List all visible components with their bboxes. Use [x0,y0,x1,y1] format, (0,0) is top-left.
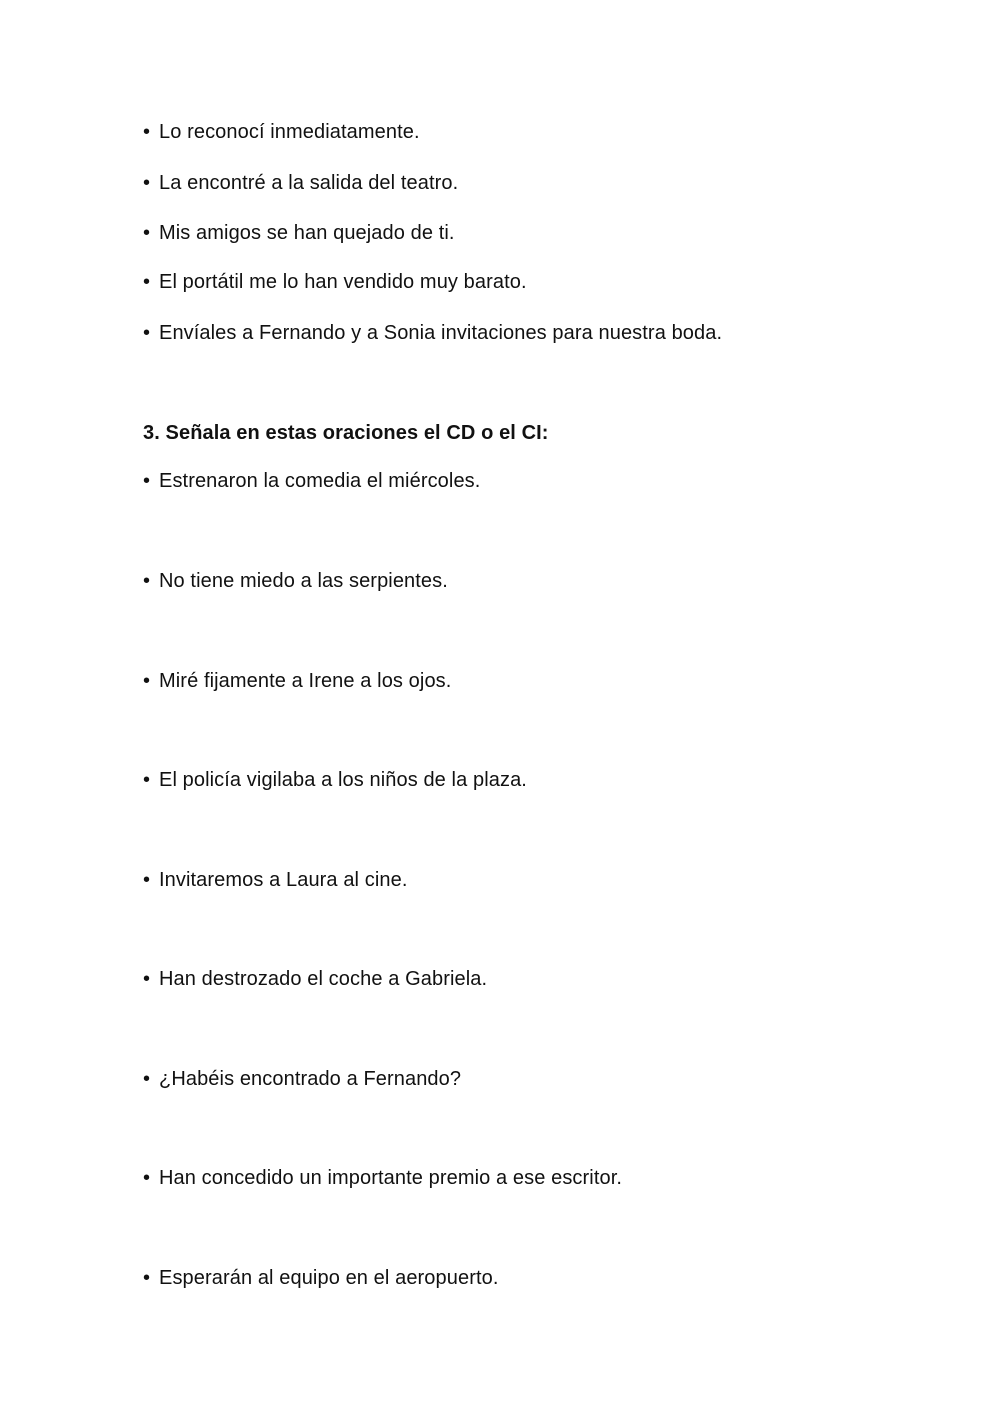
exercise-3-heading: 3. Señala en estas oraciones el CD o el CI: [143,422,549,444]
list-item-text: El policía vigilaba a los niños de la plaza. [159,769,527,791]
list-item-text: Invitaremos a Laura al cine. [159,869,408,891]
bullet: • [143,769,151,791]
list-item-text: Lo reconocí inmediatamente. [159,121,420,143]
bullet: • [143,869,151,891]
bullet: • [143,222,151,244]
bullet: • [143,271,151,293]
list-item [143,221,455,245]
bullet: • [143,968,151,990]
list-item [143,569,448,593]
bullet: • [143,172,151,194]
list-item-text: La encontré a la salida del teatro. [159,172,459,194]
list-item-text: Miré fijamente a Irene a los ojos. [159,670,452,692]
list-item [143,321,722,345]
bullet: • [143,121,151,143]
bullet: • [143,322,151,344]
bullet: • [143,1167,151,1189]
bullet: • [143,570,151,592]
list-item-text: ¿Habéis encontrado a Fernando? [159,1068,462,1090]
list-item-text: Esperarán al equipo en el aeropuerto. [159,1267,499,1289]
list-item [143,1166,622,1190]
list-item [143,120,420,144]
list-item [143,768,527,792]
bullet: • [143,670,151,692]
list-item [143,1067,461,1091]
list-item [143,270,527,294]
bullet: • [143,470,151,492]
list-item-text: El portátil me lo han vendido muy barato. [159,271,527,293]
list-item-text: Envíales a Fernando y a Sonia invitaciones para nuestra boda. [159,322,723,344]
list-item-text: No tiene miedo a las serpientes. [159,570,448,592]
list-item [143,669,451,693]
bullet: • [143,1068,151,1090]
list-item [143,1266,499,1290]
list-item-text: Mis amigos se han quejado de ti. [159,222,455,244]
list-item [143,469,480,493]
bullet: • [143,1267,151,1289]
list-item-text: Han destrozado el coche a Gabriela. [159,968,488,990]
list-item-text: Han concedido un importante premio a ese escritor. [159,1167,623,1189]
list-item-text: Estrenaron la comedia el miércoles. [159,470,481,492]
list-item [143,868,407,892]
list-item [143,171,458,195]
list-item [143,967,487,991]
